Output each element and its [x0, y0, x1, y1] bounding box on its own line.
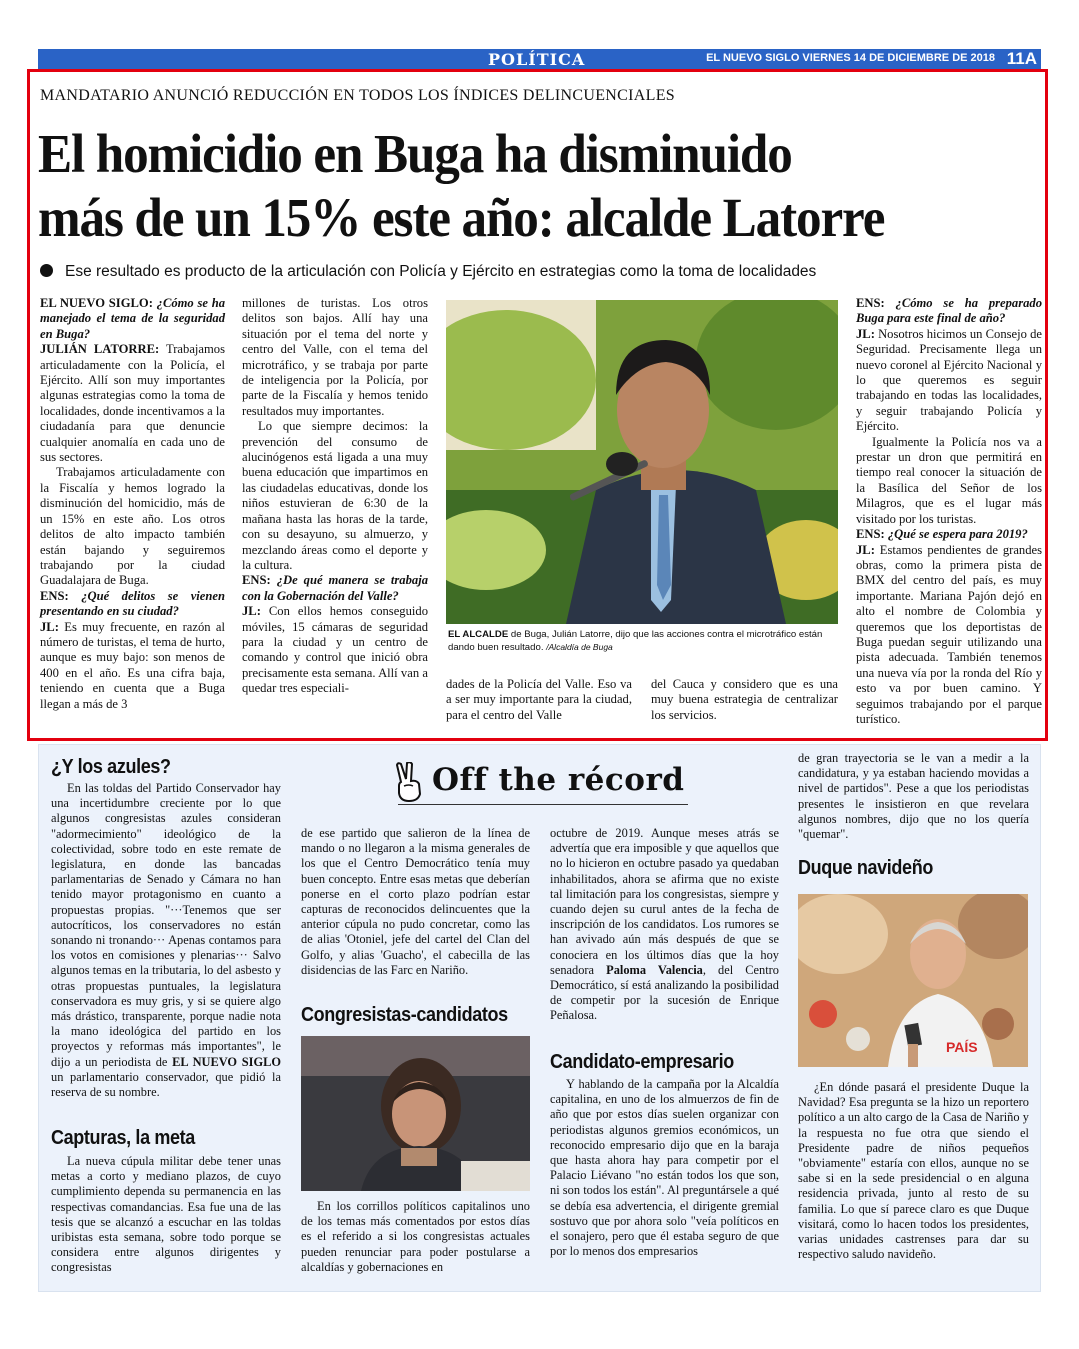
brand-name: EL NUEVO SIGLO — [172, 1054, 281, 1069]
question-lead: ENS: — [242, 573, 277, 588]
article-column-2 — [242, 296, 428, 697]
page-number: 11A — [1006, 49, 1037, 68]
congresistas-end: , del Centro Democrático, sí está analizando la posibilidad de competir por la sucesión de Enrique Peñalosa. — [550, 962, 779, 1023]
congresistas-body: octubre de 2019. Aunque meses atrás se advertía que era imposible y que aquellos que no lo hicieron en octubre pasado ya quedaban inhabilitados, ahora se afirma que no existe tal limitación para los congresistas, siempre y cuando dejen su curul antes de la fecha de inscripción de los candidatos. Los rumores se han avivado aún más después de que se conociera en los últimos días que la hoy senadora — [550, 826, 779, 977]
empresario-continued — [798, 751, 1029, 842]
interview-question — [242, 573, 428, 604]
answer-text: Nosotros hicimos un Consejo de Seguridad. Precisamente llega un nuevo coronel al Ejército Nacional y lo que queremos es seguir trabajando en todas las localidades, y seguir trabajando Policía y Ejército. — [856, 326, 1042, 434]
caption-lead: EL ALCALDE — [448, 629, 509, 640]
interview-question — [40, 589, 225, 620]
article-column-3 — [446, 677, 632, 723]
caption-text: de Buga, Julián Latorre, dijo que las acciones contra el microtráfico están dando buen resultado. — [448, 629, 823, 653]
paragraph: Igualmente la Policía nos va a prestar un dron que permitirá en tiempo real conocer la situación de la Basílica del Señor de los Milagros, que es el lugar más visitado por los turistas. — [856, 434, 1042, 526]
paragraph: dades de la Policía del Valle. Eso va a ser muy importante para la ciudad, para el centro del Valle — [446, 677, 632, 722]
interview-answer — [856, 543, 1042, 728]
duque-heading: Duque navideño — [798, 857, 933, 879]
answer-text: Trabajamos articuladamente con la Policía, el Ejército. Allí son muy importantes algunas estrategias como la toma de localidades, donde incentivamos a la ciudadanía para que denuncie cualquier anomalía en cada uno de sus sectores. — [40, 342, 225, 465]
paragraph: millones de turistas. Los otros delitos son bajos. Allí hay una situación por el tema del norte y centro del Valle, con el tema del microtráfico, y se trabaja por parte de inteligencia por la Policía, por parte de la Fiscalía y hemos tenido resultados muy importantes. — [242, 296, 428, 418]
answer-lead: JL: — [856, 326, 875, 341]
article-column-4 — [651, 677, 838, 723]
off-the-record-title: Off the récord — [432, 762, 685, 798]
answer-lead: JL: — [40, 619, 59, 634]
paragraph: de gran trayectoria se le van a medir a la candidatura, y ya estaban haciendo movidas a nivel de partidos". Pese a que los periodistas presentes le insistieron en que revelara algunos nombres, dijo que no los quería "quemar". — [798, 751, 1029, 842]
answer-text: Con ellos hemos conseguido móviles, 15 cámaras de seguridad para la ciudad y un centro de comando y control que inició obra precisamente esta semana. Allí van a quedar tres especiali- — [242, 604, 428, 696]
interview-answer — [40, 342, 225, 465]
paragraph: del Cauca y considero que es una muy buena estrategia de centralizar los servicios. — [651, 677, 838, 722]
azules-body: En las toldas del Partido Conservador hay una incertidumbre creciente por lo que algunos congresistas azules consideran "adormecimiento" ideológico de la colectividad, sobre todo en este remate de legislatura, en donde las bancadas parlamentarias de Senado y Cámara no han tenido mayor protagonismo en cuanto a propuestas propias. "···Tenemos que ser autocríticos, los conservadores no están sonando ni tronando··· Apenas contamos para los votos en comisiones y plenarias··· Salvo algunos temas en la tributaria, lo del asbesto y otras propuestas puntuales, la legislatura conservadora es muy gris, y si se quiere algo más drástico, transparente, porque nadie nota la mano ideológica del partido en los proyectos y reformas más importantes", le dijo a un periodista de — [51, 781, 281, 1069]
mayor-photo — [446, 300, 838, 624]
empresario-text — [550, 1077, 779, 1259]
interview-answer — [40, 620, 225, 712]
answer-lead: JL: — [856, 542, 875, 557]
paragraph: La nueva cúpula militar debe tener unas metas a corto y mediano plazos, de cuyo cumplimiento dependa su permanencia en las respectivas comandancias. Esa fue una de las tesis que se alcanzó a escuchar en las toldas uribistas esta semana, sobre todo porque se considera entre algunos dirigentes y congresistas — [51, 1154, 281, 1275]
headline-line-2: más de un 15% este año: alcalde Latorre — [38, 187, 885, 249]
question-text: ¿Qué se espera para 2019? — [887, 527, 1028, 542]
president-illustration — [798, 894, 1028, 1067]
photo-caption — [448, 628, 838, 654]
section-name: POLÍTICA — [488, 50, 586, 69]
senator-name: Paloma Valencia — [606, 962, 703, 977]
interview-question — [856, 296, 1042, 327]
article-column-1 — [40, 296, 225, 712]
question-text: ¿De qué manera se trabaja con la Gobernación del Valle? — [242, 573, 428, 603]
interview-answer — [242, 604, 428, 696]
paragraph: ¿En dónde pasará el presidente Duque la Navidad? Esa pregunta se la hizo un reportero político a un alto cargo de la Casa de Nariño y la respuesta no fue otra que siendo el Presidente padre de niños pequeños "obviamente" estaría con ellos, aunque no se sabe si en la sede presidencial o en alguna residencia privada, junto al resto de su familia. Lo que sí parece claro es que Duque visitará, como lo hacen todos los presidentes, varias unidades castrenses para dar su respectivo saludo navideño. — [798, 1080, 1029, 1262]
capturas-text — [51, 1154, 281, 1276]
question-lead: ENS: — [856, 296, 896, 310]
interview-answer — [856, 327, 1042, 435]
azules-end: un parlamentario conservador, que pidió la reserva de su nombre. — [51, 1069, 281, 1100]
kicker: MANDATARIO ANUNCIÓ REDUCCIÓN EN TODOS LOS ÍNDICES DELINCUENCIALES — [40, 87, 675, 104]
answer-lead: JL: — [242, 604, 261, 619]
question-text: ¿Qué delitos se vienen presentando en su ciudad? — [40, 588, 225, 619]
subheadline-text: Ese resultado es producto de la articulación con Policía y Ejército en estrategias como la toma de localidades — [65, 263, 817, 280]
senator-illustration — [301, 1036, 530, 1191]
answer-text: Es muy frecuente, en razón al número de turistas, el tema de hurto, aunque es muy bajo: son menos de 400 en el año. Es una cifra baja, teniendo en cuenta que a Buga llegan a más de 3 — [40, 619, 225, 711]
paloma-valencia-photo — [301, 1036, 530, 1191]
bullet-icon — [40, 264, 53, 277]
headline-line-1: El homicidio en Buga ha disminuido — [38, 123, 792, 184]
peace-hand-icon — [392, 762, 426, 802]
duque-text — [798, 1080, 1029, 1262]
paragraph: Lo que siempre decimos: la prevención del consumo de alucinógenos está ligada a una muy buena educación que impartimos en las ciudadelas educativas, donde los niños estuvieran de 6:30 de la mañana hasta las horas de la tarde, con su desayuno, su almuerzo, y mezclando áreas como el deporte y la cultura. — [242, 419, 428, 572]
off-the-record-header — [390, 760, 690, 806]
capturas-continued — [301, 826, 530, 978]
question-text: ¿Cómo se ha preparado Buga para este final de año? — [856, 296, 1043, 326]
answer-text: Estamos pendientes de grandes obras, como la primera pista de BMX del centro del país, es muy importante. Mariana Pajón dejó en alto el nombre de Colombia y queremos que los deportistas de Buga puedan seguir utilizando una pista adecuada. También tenemos una nueva vía por la ronda del Río y esto va por buen camino. Y seguimos trabajando por el parque turístico. — [856, 542, 1042, 726]
congresistas-continued — [550, 826, 779, 1024]
paragraph: Trabajamos articuladamente con la Fiscalía y hemos logrado la disminución del homicidio, más de un 15% en este año. Los otros delitos de alto impacto también están bajando y seguiremos trabajando por la ciudad Guadalajara de Buga. — [40, 465, 225, 588]
headline — [38, 122, 968, 251]
empresario-heading: Candidato-empresario — [550, 1051, 734, 1073]
paragraph — [550, 826, 779, 1024]
paragraph: Y hablando de la campaña por la Alcaldía capitalina, en uno de los almuerzos de fin de año que por estos días suelen organizar con periodistas algunos gremios económicos, un reconocido empresario dijo que en la baraja que hasta ahora hay para competir por el Palacio Liévano "no están todos los que son, ni son todos los están". Al preguntársele a qué se debía esa advertencia, el dirigente gremial sostuvo que por ahora solo "veía políticos en el sonajero, pero que él estaba seguro de que por lo menos dos empresarios — [550, 1077, 779, 1259]
subheadline — [40, 263, 1040, 281]
article-column-5 — [856, 296, 1042, 727]
congresistas-text — [301, 1199, 530, 1275]
question-lead: ENS: — [856, 527, 888, 542]
dateline: EL NUEVO SIGLO VIERNES 14 DE DICIEMBRE DE 2018 — [706, 52, 995, 64]
title-rule — [398, 804, 688, 805]
azules-text — [51, 781, 281, 1100]
shirt-text: PAÍS — [946, 1039, 978, 1055]
question-lead: EL NUEVO SIGLO: — [40, 296, 157, 310]
section-band — [38, 49, 1041, 69]
interview-question — [856, 527, 1042, 542]
paragraph: En los corrillos políticos capitalinos uno de los temas más comentados por estos días es el referido a si los congresistas actuales pueden renunciar para poder postularse a alcaldías y gobernaciones en — [301, 1199, 530, 1274]
azules-heading: ¿Y los azules? — [51, 756, 171, 778]
mayor-illustration — [446, 300, 838, 624]
interview-question — [40, 296, 225, 342]
question-lead: ENS: — [40, 588, 82, 603]
paragraph: de ese partido que salieron de la línea de mando o no llegaron a la misma generales de los que el Centro Democrático tenía muy buen concepto. Entre esas metas que deberían ponerse en el corto plazo podrían estar capturas de reconocidos delincuentes que la anterior cúpula no pudo concretar, como las de alias 'Otoniel, jefe del cartel del Clan del Golfo, y alias 'Guacho', el cabecilla de las disidencias de las Farc en Nariño. — [301, 826, 530, 977]
capturas-heading: Capturas, la meta — [51, 1127, 195, 1149]
duque-photo — [798, 894, 1028, 1067]
photo-credit: /Alcaldía de Buga — [546, 642, 613, 652]
paragraph — [51, 781, 281, 1100]
congresistas-heading: Congresistas-candidatos — [301, 1004, 508, 1026]
answer-lead: JULIÁN LATORRE: — [40, 342, 160, 357]
question-text: ¿Cómo se ha manejado el tema de la seguridad en Buga? — [40, 296, 225, 341]
